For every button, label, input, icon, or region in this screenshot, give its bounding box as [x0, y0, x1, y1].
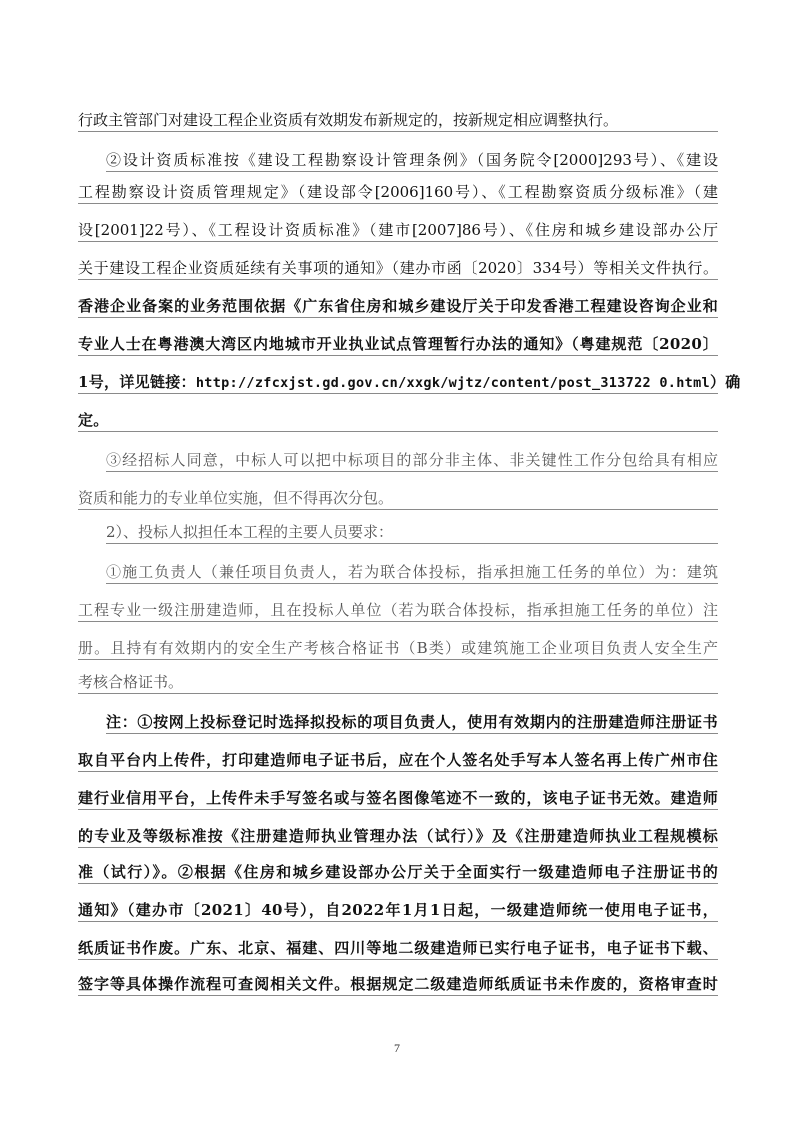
section-heading: 2）、投标人拟担任本工程的主要人员要求： [106, 521, 718, 544]
text-line: 考核合格证书。 [78, 671, 718, 694]
text-line: 资质和能力的专业单位实施，但不得再次分包。 [78, 487, 718, 510]
note-line: 取自平台内上传件，打印建造师电子证书后，应在个人签名处手写本人签名再上传广州市住 [78, 749, 718, 772]
bold-text-line [78, 371, 741, 394]
text-line: 设[2001]22号）、《工程设计资质标准》（建市[2007]86号）、《住房和城乡建设部办公厅 [78, 219, 718, 242]
note-line: 签字等具体操作流程可查阅相关文件。根据规定二级建造师纸质证书未作废的，资格审查时 [78, 973, 718, 996]
link-prefix: 1号，详见链接： [78, 373, 196, 391]
note-line: 准（试行）》。②根据《住房和城乡建设部办公厅关于全面实行一级建造师电子注册证书的 [78, 861, 718, 884]
note-line: 纸质证书作废。广东、北京、福建、四川等地二级建造师已实行电子证书，电子证书下载、 [78, 937, 718, 960]
note-line: 的专业及等级标准按《注册建造师执业管理办法（试行）》及《注册建造师执业工程规模标 [78, 825, 718, 848]
text-line: ②设计资质标准按《建设工程勘察设计管理条例》（国务院令[2000]293号）、《建设 [106, 149, 718, 172]
text-line: 工程勘察设计资质管理规定》（建设部令[2006]160号）、《工程勘察资质分级标准》（建 [78, 181, 718, 204]
note-line: 通知》（建办市〔2021〕40号），自2022年1月1日起，一级建造师统一使用电子证书， [78, 899, 718, 922]
link-suffix: ）确 [709, 373, 741, 391]
text-line: ①施工负责人（兼任项目负责人，若为联合体投标，指承担施工任务的单位）为：建筑 [106, 561, 718, 584]
note-line: 建行业信用平台，上传件未手写签名或与签名图像笔迹不一致的，该电子证书无效。建造师 [78, 787, 718, 810]
text-line: 关于建设工程企业资质延续有关事项的通知》（建办市函〔2020〕334号）等相关文件执行。 [78, 257, 718, 280]
text-line: 册。且持有有效期内的安全生产考核合格证书（B类）或建筑施工企业项目负责人安全生产 [78, 637, 718, 660]
text-line: 工程专业一级注册建造师，且在投标人单位（若为联合体投标，指承担施工任务的单位）注 [78, 599, 718, 622]
bold-text-line: 定。 [78, 409, 718, 432]
note-line: 注：①按网上投标登记时选择拟投标的项目负责人，使用有效期内的注册建造师注册证书 [106, 711, 718, 734]
page-number: 7 [394, 1041, 400, 1055]
bold-text-line: 香港企业备案的业务范围依据《广东省住房和城乡建设厅关于印发香港工程建设咨询企业和 [78, 295, 718, 318]
bold-text-line: 专业人士在粤港澳大湾区内地城市开业执业试点管理暂行办法的通知》（粤建规范〔2020〕 [78, 333, 718, 356]
text-line: ③经招标人同意，中标人可以把中标项目的部分非主体、非关键性工作分包给具有相应 [106, 449, 718, 472]
link-url[interactable]: http://zfcxjst.gd.gov.cn/xxgk/wjtz/content/post_313722 0.html [195, 375, 710, 391]
text-line: 行政主管部门对建设工程企业资质有效期发布新规定的，按新规定相应调整执行。 [78, 109, 718, 132]
